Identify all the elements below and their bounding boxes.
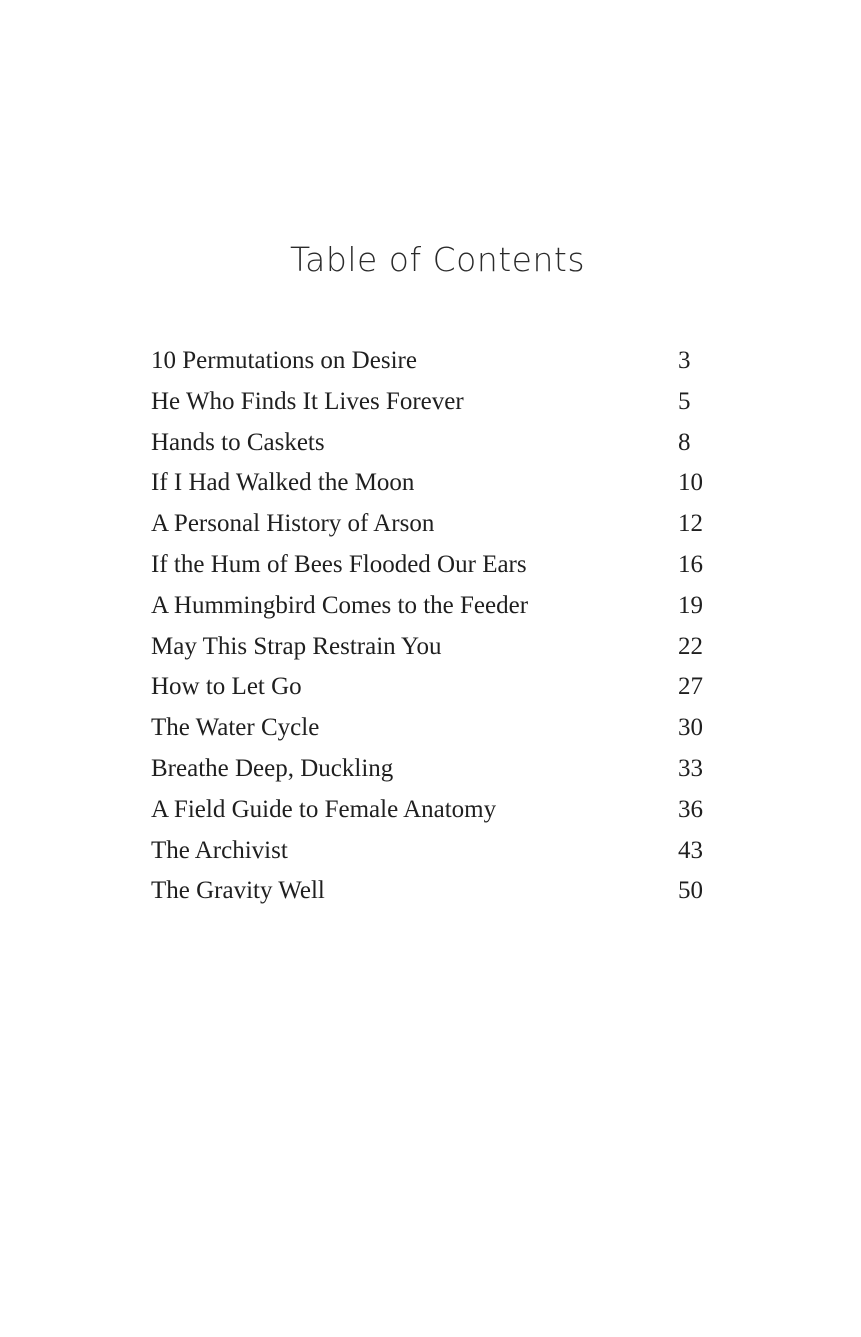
toc-entry-title: How to Let Go	[151, 673, 302, 701]
toc-entry	[151, 504, 711, 545]
toc-entry-title: 10 Permutations on Desire	[151, 347, 417, 374]
toc-entry	[151, 463, 711, 504]
toc-entry-title: The Water Cycle	[151, 714, 320, 742]
toc-entry-page-number: 33	[678, 754, 703, 782]
toc-entry	[151, 708, 711, 749]
toc-entry-page-number: 16	[678, 550, 703, 578]
toc-entry	[151, 627, 711, 668]
table-of-contents	[151, 341, 711, 912]
toc-entry-title: If I Had Walked the Moon	[151, 469, 415, 497]
toc-entry-page-number: 36	[678, 795, 703, 823]
toc-entry-page-number: 27	[678, 673, 703, 701]
toc-entry-page-number: 19	[678, 591, 703, 619]
toc-entry-page-number: 30	[678, 714, 703, 742]
toc-entry-title: May This Strap Restrain You	[151, 632, 442, 660]
toc-entry	[151, 545, 711, 586]
toc-entry-title: He Who Finds It Lives Forever	[151, 387, 464, 415]
toc-entry-page-number: 12	[678, 510, 703, 538]
toc-entry-title: A Field Guide to Female Anatomy	[151, 795, 497, 823]
toc-entry	[151, 749, 711, 790]
toc-entry-title: If the Hum of Bees Flooded Our Ears	[151, 550, 527, 578]
toc-entry-page-number: 8	[678, 428, 691, 456]
toc-entry-title: A Personal History of Arson	[151, 510, 435, 538]
toc-entry-title: The Archivist	[151, 836, 288, 864]
toc-entry-page-number: 10	[678, 469, 703, 497]
toc-entry-page-number: 50	[678, 877, 703, 905]
toc-entry-title: Breathe Deep, Duckling	[151, 754, 394, 782]
toc-entry-title: The Gravity Well	[151, 877, 325, 905]
toc-entry	[151, 341, 711, 382]
toc-entry	[151, 871, 711, 912]
toc-entry-page-number: 43	[678, 836, 703, 864]
toc-entry-page-number: 3	[678, 347, 691, 374]
toc-entry-title: Hands to Caskets	[151, 428, 325, 456]
toc-entry	[151, 831, 711, 872]
page-title: Table of Contents	[289, 240, 586, 279]
toc-entry-page-number: 5	[678, 387, 691, 415]
toc-entry	[151, 586, 711, 627]
toc-entry	[151, 790, 711, 831]
toc-entry	[151, 423, 711, 464]
toc-entry-title: A Hummingbird Comes to the Feeder	[151, 591, 529, 619]
toc-entry	[151, 667, 711, 708]
toc-entry-page-number: 22	[678, 632, 703, 660]
toc-entry	[151, 382, 711, 423]
